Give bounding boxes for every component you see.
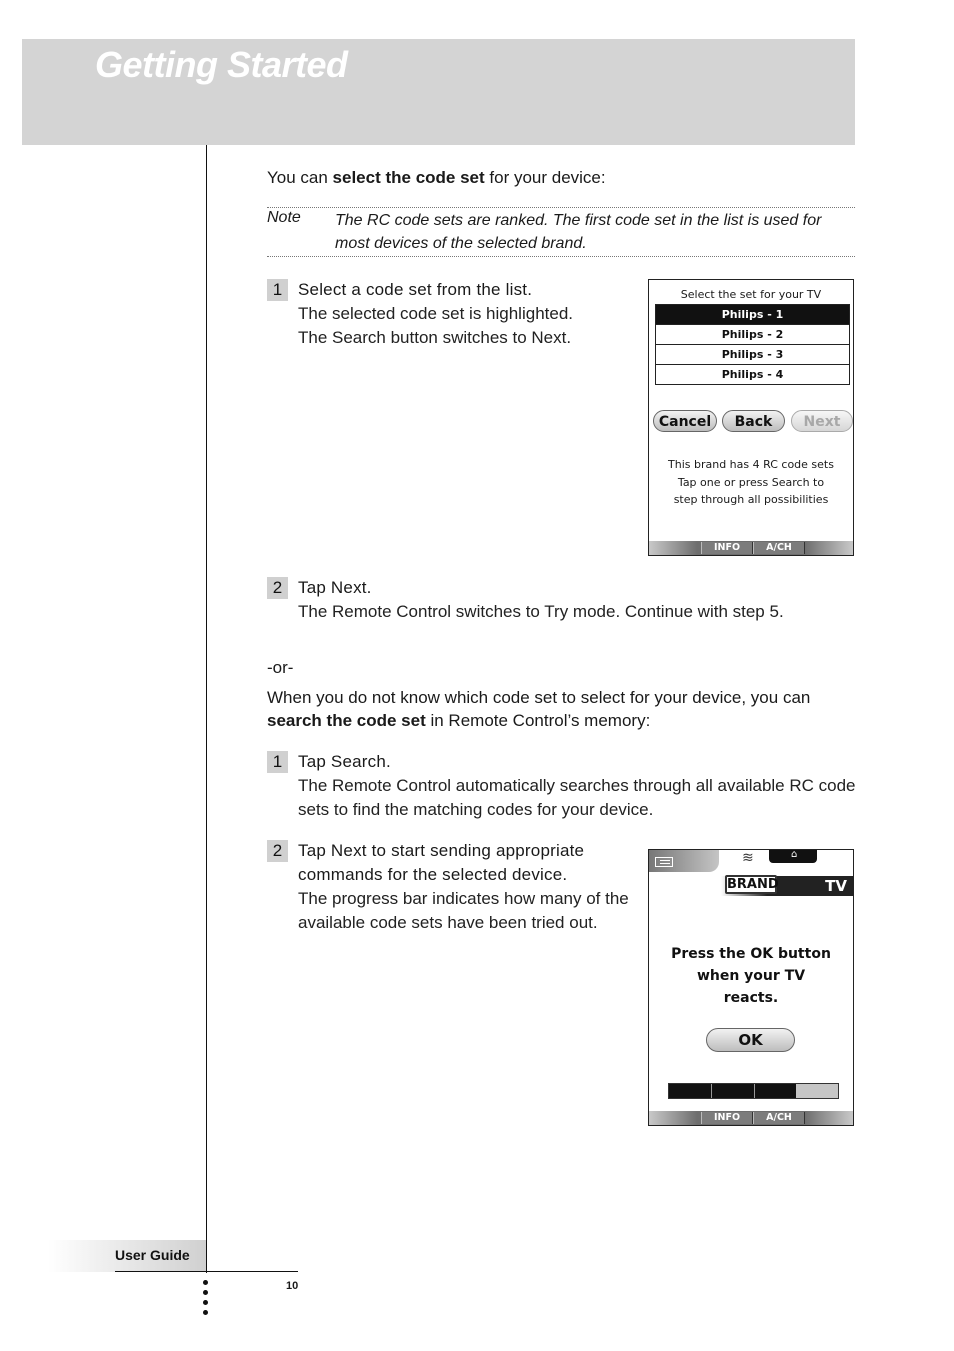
info-line: This brand has 4 RC code sets <box>668 458 834 471</box>
bottom-bar-left <box>649 1111 697 1125</box>
step-body-line: The selected code set is highlighted. <box>298 304 574 323</box>
intro-text <box>267 166 606 189</box>
search-intro-line: When you do not know which code set to select for your device, you can <box>267 688 811 707</box>
home-icon: ⌂ <box>791 849 798 860</box>
step-title: Tap Search. <box>298 752 391 771</box>
progress-fill <box>669 1084 796 1098</box>
vertical-rule <box>206 145 207 1273</box>
info-line: Tap one or press Search to <box>677 475 825 489</box>
screen-bottom-bar <box>649 541 853 555</box>
footer-rule <box>115 1271 298 1272</box>
intro-part2: for your device: <box>484 168 606 187</box>
brand-label: BRAND <box>727 877 779 892</box>
ok-button[interactable]: OK <box>706 1028 795 1052</box>
codeset-screen <box>648 279 854 556</box>
step-body-line: The progress bar indicates how many of the <box>298 889 629 908</box>
note-rule-bottom <box>267 256 855 257</box>
note-rule-top <box>267 207 855 208</box>
message-line: reacts. <box>723 990 779 1006</box>
intro-part1: You can <box>267 168 333 187</box>
step-number: 2 <box>267 840 288 862</box>
page-number: 10 <box>286 1280 299 1292</box>
step-body-line: The Remote Control switches to Try mode. Continue with step 5. <box>298 602 784 621</box>
footer-label: User Guide <box>115 1247 190 1263</box>
page-title: Getting Started <box>95 44 348 85</box>
info-line: step through all possibilities <box>673 493 829 506</box>
step-title: Tap Next. <box>298 578 372 597</box>
progress-bar <box>668 1083 839 1099</box>
intro-bold: select the code set <box>332 168 485 187</box>
info-button[interactable]: INFO <box>701 1112 753 1124</box>
step-body-line: The Remote Control automatically searches through all available RC code <box>298 776 856 795</box>
info-button[interactable]: INFO <box>701 542 753 554</box>
step-title: Select a code set from the list. <box>298 280 533 299</box>
menu-icon <box>655 857 673 867</box>
note-text: The RC code sets are ranked. The first code set in the list is used for most devices of the selected brand. <box>335 212 822 252</box>
codeset-item[interactable]: Philips - 2 <box>655 324 850 345</box>
bottom-bar-right <box>805 541 853 555</box>
footer-dots <box>203 1280 210 1320</box>
codeset-list <box>655 305 850 385</box>
message-line: Press the OK button <box>671 946 831 962</box>
screen-message <box>649 943 853 1009</box>
ach-button[interactable]: A/CH <box>753 1112 805 1124</box>
transmit-icon: ≋ <box>742 850 754 866</box>
device-label: TV <box>825 877 847 895</box>
ach-button[interactable]: A/CH <box>753 542 805 554</box>
menu-tab[interactable] <box>649 850 719 872</box>
search-intro-rest: in Remote Control’s memory: <box>425 711 651 730</box>
search-screen <box>648 849 854 1126</box>
step-number: 2 <box>267 577 288 599</box>
progress-segment-divider <box>711 1084 712 1098</box>
step-title: commands for the selected device. <box>298 865 568 884</box>
screen-bottom-bar <box>649 1111 853 1125</box>
or-separator: -or- <box>267 658 294 677</box>
progress-segment-divider <box>754 1084 755 1098</box>
message-line: when your TV <box>696 968 806 984</box>
step-title: Tap Next to start sending appropriate <box>298 841 585 860</box>
step-body-line: sets to find the matching codes for your device. <box>298 800 654 819</box>
codeset-item[interactable]: Philips - 1 <box>655 304 850 325</box>
note-label: Note <box>267 209 301 226</box>
step-body-line: The Search button switches to Next. <box>298 328 572 347</box>
search-intro-bold: search the code set <box>267 711 426 730</box>
back-button[interactable]: Back <box>722 410 785 432</box>
codeset-item[interactable]: Philips - 4 <box>655 364 850 385</box>
search-intro-line2 <box>267 709 650 732</box>
codeset-item[interactable]: Philips - 3 <box>655 344 850 365</box>
bottom-bar-right <box>805 1111 853 1125</box>
step-number: 1 <box>267 751 288 773</box>
screen-info <box>649 456 853 509</box>
next-button[interactable]: Next <box>791 410 853 432</box>
screen-heading: Select the set for your TV <box>680 288 822 301</box>
bottom-bar-left <box>649 541 697 555</box>
step-number: 1 <box>267 279 288 301</box>
step-body-line: available code sets have been tried out. <box>298 913 598 932</box>
cancel-button[interactable]: Cancel <box>653 410 717 432</box>
